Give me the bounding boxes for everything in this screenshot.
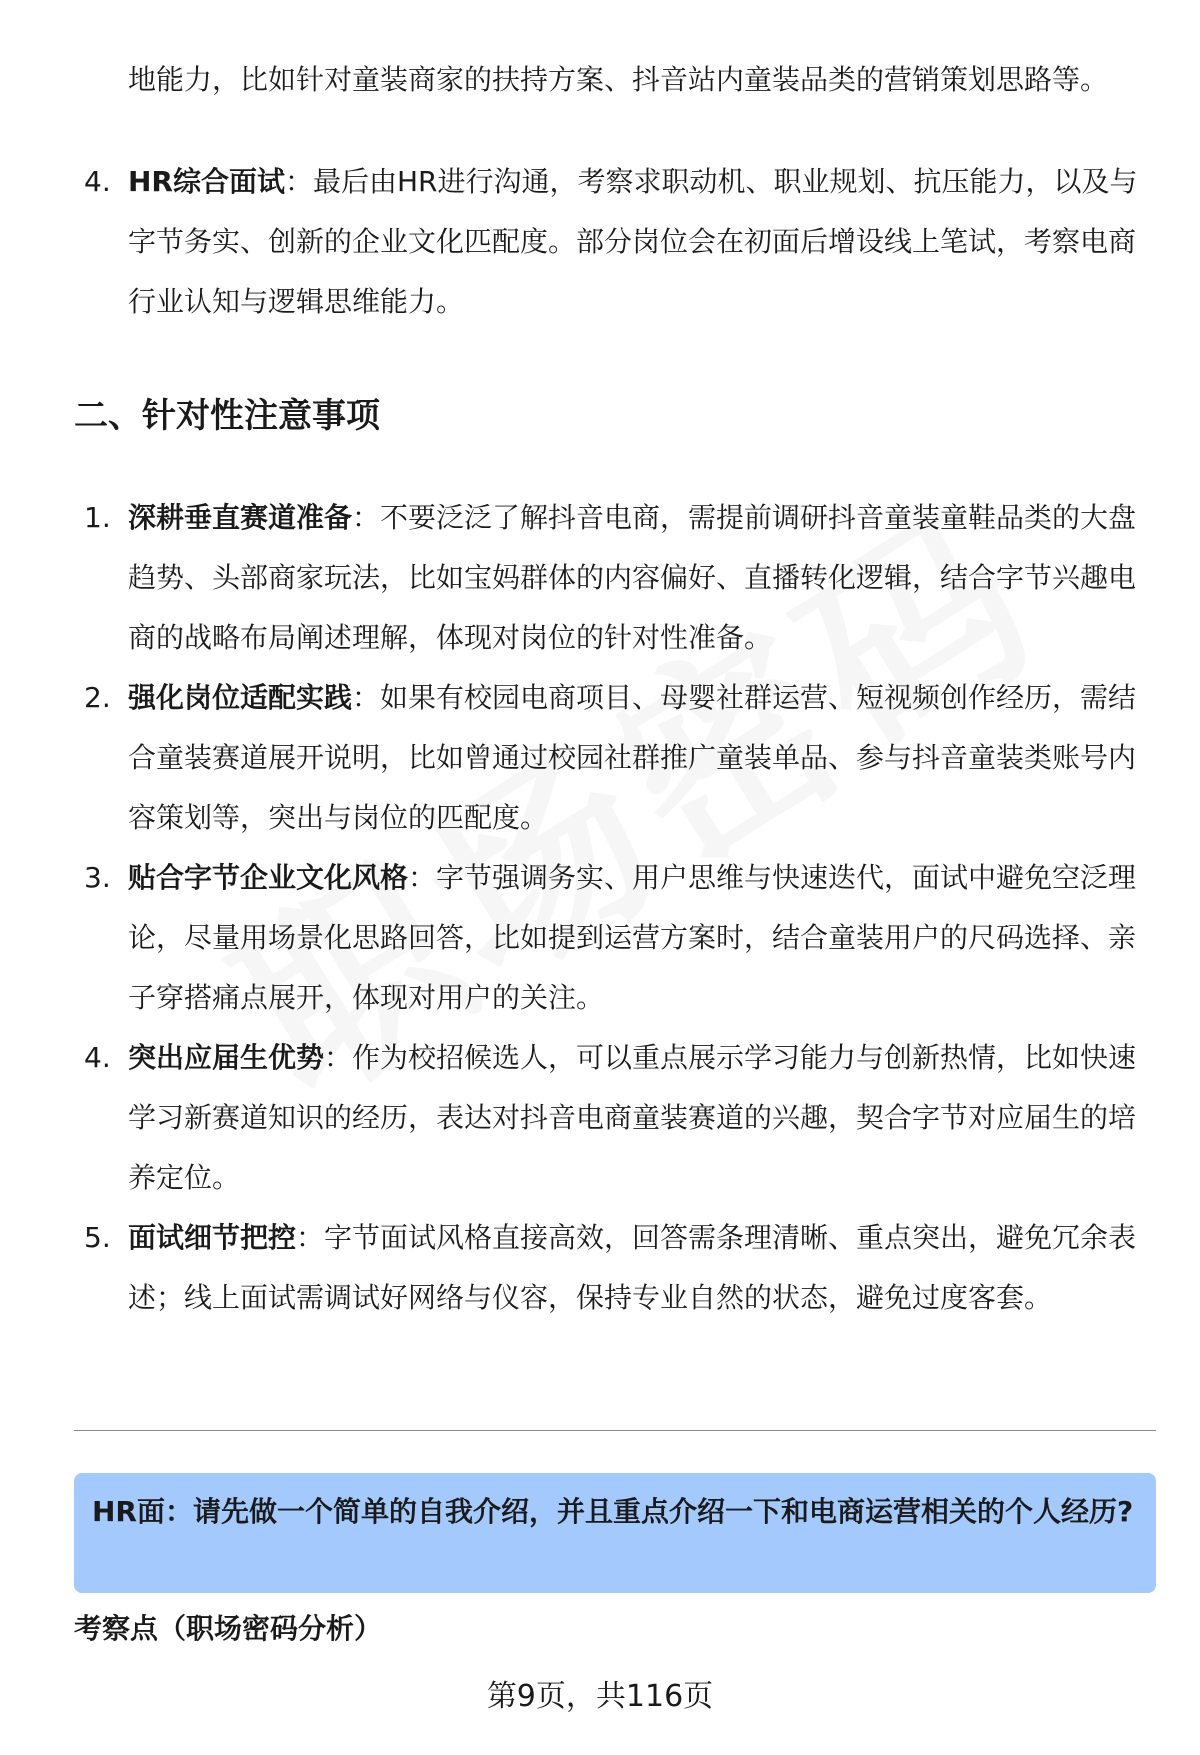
list-item (0, 848, 1200, 1028)
section-title: 二、针对性注意事项 (74, 396, 380, 436)
interview-steps-list (0, 152, 1200, 332)
list-number: 5. (84, 1221, 111, 1254)
item-label: 面试细节把控 (128, 1221, 297, 1254)
horizontal-divider (74, 1430, 1156, 1431)
item-label: HR综合面试 (128, 165, 285, 198)
item-text: ：如果有校园电商项目、母婴社群运营、短视频创作经历，需结合童装赛道展开说明，比如曾通过校园社群推广童装单品、参与抖音童装类账号内容策划等，突出与岗位的匹配度。 (128, 681, 1137, 834)
item-label: 强化岗位适配实践 (128, 681, 353, 714)
list-item (0, 1208, 1200, 1328)
item-text: ：字节强调务实、用户思维与快速迭代，面试中避免空泛理论，尽量用场景化思路回答，比如提到运营方案时，结合童装用户的尺码选择、亲子穿搭痛点展开，体现对用户的关注。 (128, 861, 1137, 1014)
item-text: ：作为校招候选人，可以重点展示学习能力与创新热情，比如快速学习新赛道知识的经历，表达对抖音电商童装赛道的兴趣，契合字节对应届生的培养定位。 (128, 1041, 1137, 1194)
list-item (0, 668, 1200, 848)
list-number: 3. (84, 861, 111, 894)
notes-list (0, 488, 1200, 1328)
list-number: 1. (84, 501, 111, 534)
item-text: ：字节面试风格直接高效，回答需条理清晰、重点突出，避免冗余表述；线上面试需调试好网络与仪容，保持专业自然的状态，避免过度客套。 (128, 1221, 1137, 1314)
item-text: ：最后由HR进行沟通，考察求职动机、职业规划、抗压能力，以及与字节务实、创新的企业文化匹配度。部分岗位会在初面后增设线上笔试，考察电商行业认知与逻辑思维能力。 (128, 165, 1138, 318)
list-item (0, 152, 1200, 332)
list-number: 4. (84, 1041, 111, 1074)
item-label: 突出应届生优势 (128, 1041, 325, 1074)
item-label: 贴合字节企业文化风格 (128, 861, 409, 894)
analysis-heading: 考察点（职场密码分析） (74, 1612, 383, 1645)
item-label: 深耕垂直赛道准备 (128, 501, 353, 534)
list-number: 2. (84, 681, 111, 714)
question-box (74, 1473, 1156, 1593)
list-item (0, 488, 1200, 668)
continued-paragraph: 地能力，比如针对童装商家的扶持方案、抖音站内童装品类的营销策划思路等。 (128, 63, 1109, 96)
item-text: ：不要泛泛了解抖音电商，需提前调研抖音童装童鞋品类的大盘趋势、头部商家玩法，比如宝妈群体的内容偏好、直播转化逻辑，结合字节兴趣电商的战略布局阐述理解，体现对岗位的针对性准备。 (128, 501, 1137, 654)
list-number: 4. (84, 165, 111, 198)
list-item (0, 1028, 1200, 1208)
question-text: HR面：请先做一个简单的自我介绍，并且重点介绍一下和电商运营相关的个人经历? (92, 1495, 1134, 1528)
page-number-label: 第9页，共116页 (486, 1679, 714, 1714)
page-footer (0, 1675, 1200, 1719)
